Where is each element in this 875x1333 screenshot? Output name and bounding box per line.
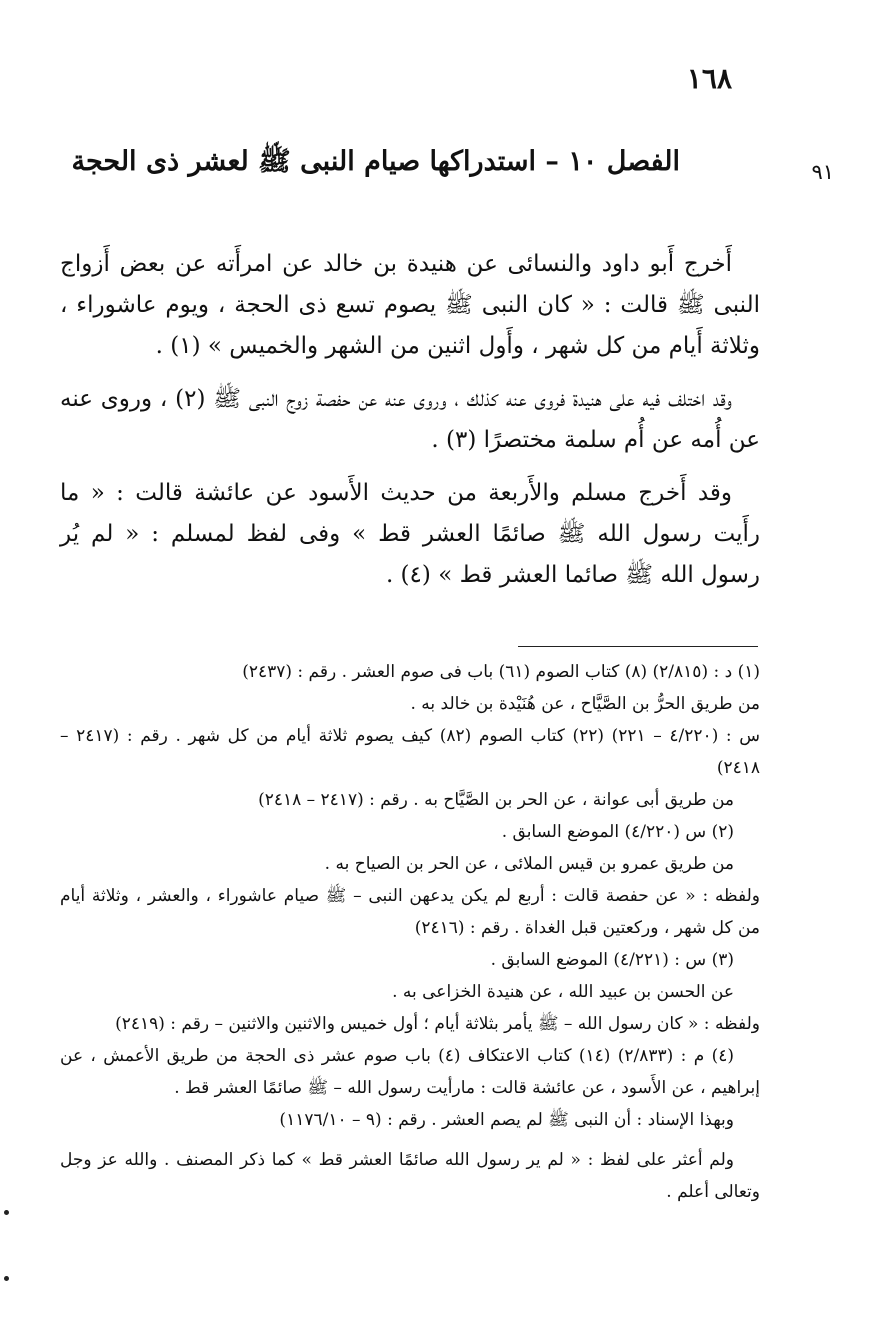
footnote-line: ولم أعثر على لفظ : « لم ير رسول الله صائمًا العشر قط » كما ذكر المصنف . والله عز وجل وتعالى أعلم .	[60, 1150, 760, 1202]
page-number: ١٦٨	[686, 62, 732, 95]
paragraph: أَخرج أَبو داود والنسائى عن هنيدة بن خالد عن امرأَته عن بعض أَزواج النبى ﷺ قالت : « كان النبى ﷺ يصوم تسع ذى الحجة ، ويوم عاشوراء ، وثلاثة أَيام من كل شهر ، وأَول اثنين من الشهر والخميس » (١) .	[60, 251, 760, 359]
margin-mark	[4, 1210, 9, 1215]
footnote-line: من طريق أبى عوانة ، عن الحر بن الصَّيَّاح به . رقم : (٢٤١٧ – ٢٤١٨)	[258, 790, 734, 810]
footnote-separator	[518, 646, 758, 647]
footnote-line: س : (٤/٢٢٠ – ٢٢١) (٢٢) كتاب الصوم (٨٢) كيف يصوم ثلاثة أيام من كل شهر . رقم : (٢٤١٧ – ٢٤١٨)	[60, 726, 761, 778]
footnote-line: (٣) س : (٤/٢٢١) الموضع السابق .	[490, 950, 734, 970]
chapter-title: الفصل ١٠ – استدراكها صيام النبى ﷺ لعشر ذى الحجة	[71, 146, 680, 177]
margin-mark	[4, 1276, 9, 1281]
footnotes	[60, 656, 760, 1208]
footnote-line: عن الحسن بن عبيد الله ، عن هنيدة الخزاعى به .	[392, 982, 734, 1002]
main-text	[60, 244, 760, 608]
footnote-line: وبهذا الإسناد : أن النبى ﷺ لم يصم العشر . رقم : (٩ – ١١٧٦/١٠)	[279, 1110, 734, 1130]
footnote-line: ولفظه : « عن حفصة قالت : أربع لم يكن يدعهن النبى – ﷺ صيام عاشوراء ، والعشر ، وثلاثة أيام من كل شهر ، وركعتين قبل الغداة . رقم : (٢٤١٦)	[60, 886, 760, 938]
footnote-line: من طريق عمرو بن قيس الملائى ، عن الحر بن الصياح به .	[324, 854, 734, 874]
footnote-line: من طريق الحرُّ بن الصَّيَّاح ، عن هُنَيْدة بن خالد به .	[410, 694, 760, 714]
paragraph: وقد أَخرج مسلم والأَربعة من حديث الأَسود عن عائشة قالت : « ما رأَيت رسول الله ﷺ صائمًا العشر قط » وفى لفظ لمسلم : « لم يُر رسول الله ﷺ صائما العشر قط » (٤) .	[60, 480, 760, 588]
footnote-line: ولفظه : « كان رسول الله – ﷺ يأمر بثلاثة أيام ؛ أول خميس والاثنين والاثنين – رقم : (٢٤١٩)	[115, 1014, 760, 1034]
footnote-line: (٤) م : (٢/٨٣٣) (١٤) كتاب الاعتكاف (٤) باب صوم عشر ذى الحجة من طريق الأعمش ، عن إبراهيم ، عن الأَسود ، عن عائشة قالت : مارأيت رسول الله – ﷺ صائمًا العشر قط .	[60, 1046, 760, 1098]
paragraph: وقد اختلف فيه على هنيدة فروى عنه كذلك ، وروى عنه عن حفصة زوج النبى ﷺ (٢) ، وروى عنه عن أُمه عن أُم سلمة مختصرًا (٣) .	[60, 386, 760, 453]
footnote-line: (١) د : (٢/٨١٥) (٨) كتاب الصوم (٦١) باب فى صوم العشر . رقم : (٢٤٣٧)	[242, 662, 760, 682]
footnote-line: (٢) س (٤/٢٢٠) الموضع السابق .	[501, 822, 734, 842]
section-number: ٩١	[811, 160, 834, 184]
